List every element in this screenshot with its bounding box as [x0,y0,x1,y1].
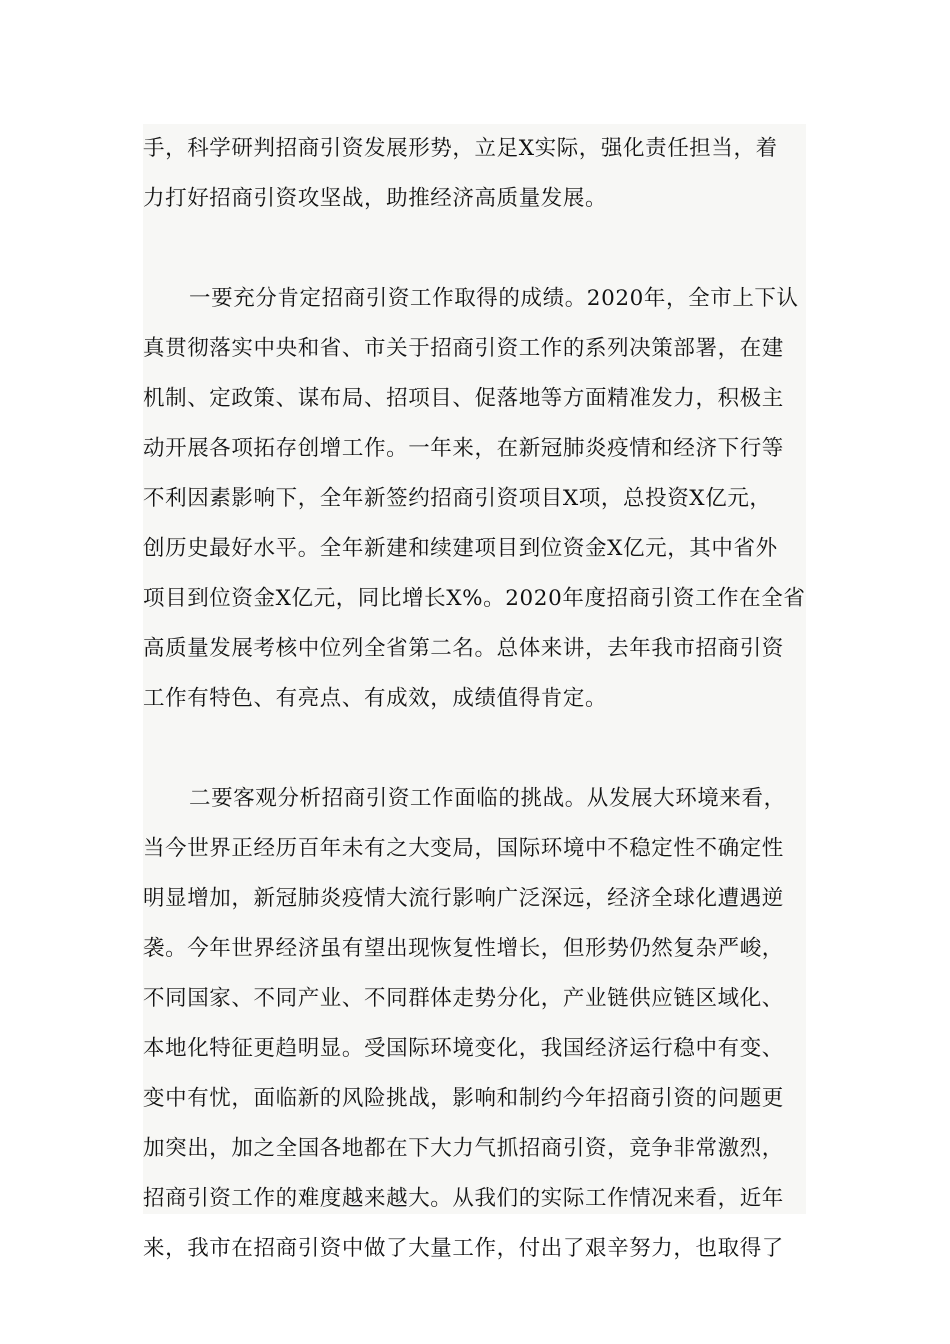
text-line: 来，我市在招商引资中做了大量工作，付出了艰辛努力，也取得了 [143,1236,784,1261]
paragraph-spacer [143,724,806,774]
text-line: 加突出，加之全国各地都在下大力气抓招商引资，竞争非常激烈， [143,1136,784,1161]
text-line: 机制、定政策、谋布局、招项目、促落地等方面精准发力，积极主 [143,386,784,411]
paragraph-achievements [143,274,806,724]
text-line-first: 二要客观分析招商引资工作面临的挑战。从发展大环境来看， [189,786,786,811]
text-line: 力打好招商引资攻坚战，助推经济高质量发展。 [143,186,608,211]
paragraph-challenges [143,774,806,1274]
text-line: 不同国家、不同产业、不同群体走势分化，产业链供应链区域化、 [143,986,784,1011]
text-line: 高质量发展考核中位列全省第二名。总体来讲，去年我市招商引资 [143,636,784,661]
text-line: 本地化特征更趋明显。受国际环境变化，我国经济运行稳中有变、 [143,1036,784,1061]
text-line: 明显增加，新冠肺炎疫情大流行影响广泛深远，经济全球化遭遇逆 [143,886,784,911]
text-line: 变中有忧，面临新的风险挑战，影响和制约今年招商引资的问题更 [143,1086,784,1111]
text-line: 不利因素影响下，全年新签约招商引资项目X项，总投资X亿元， [143,486,772,511]
text-line: 袭。今年世界经济虽有望出现恢复性增长，但形势仍然复杂严峻， [143,936,784,961]
text-line: 项目到位资金X亿元，同比增长X%。2020年度招商引资工作在全省 [143,586,806,611]
text-line: 招商引资工作的难度越来越大。从我们的实际工作情况来看，近年 [143,1186,784,1211]
document-body [143,124,806,1261]
text-line: 动开展各项拓存创增工作。一年来，在新冠肺炎疫情和经济下行等 [143,436,784,461]
text-line: 当今世界正经历百年未有之大变局，国际环境中不稳定性不确定性 [143,836,784,861]
text-line: 创历史最好水平。全年新建和续建项目到位资金X亿元，其中省外 [143,536,778,561]
text-line: 真贯彻落实中央和省、市关于招商引资工作的系列决策部署，在建 [143,336,784,361]
text-line: 手，科学研判招商引资发展形势，立足X实际，强化责任担当，着 [143,136,778,161]
paragraph-spacer [143,224,806,274]
text-line-first: 一要充分肯定招商引资工作取得的成绩。2020年，全市上下认 [189,286,799,311]
paragraph-continuation [143,124,806,224]
text-line: 工作有特色、有亮点、有成效，成绩值得肯定。 [143,686,608,711]
